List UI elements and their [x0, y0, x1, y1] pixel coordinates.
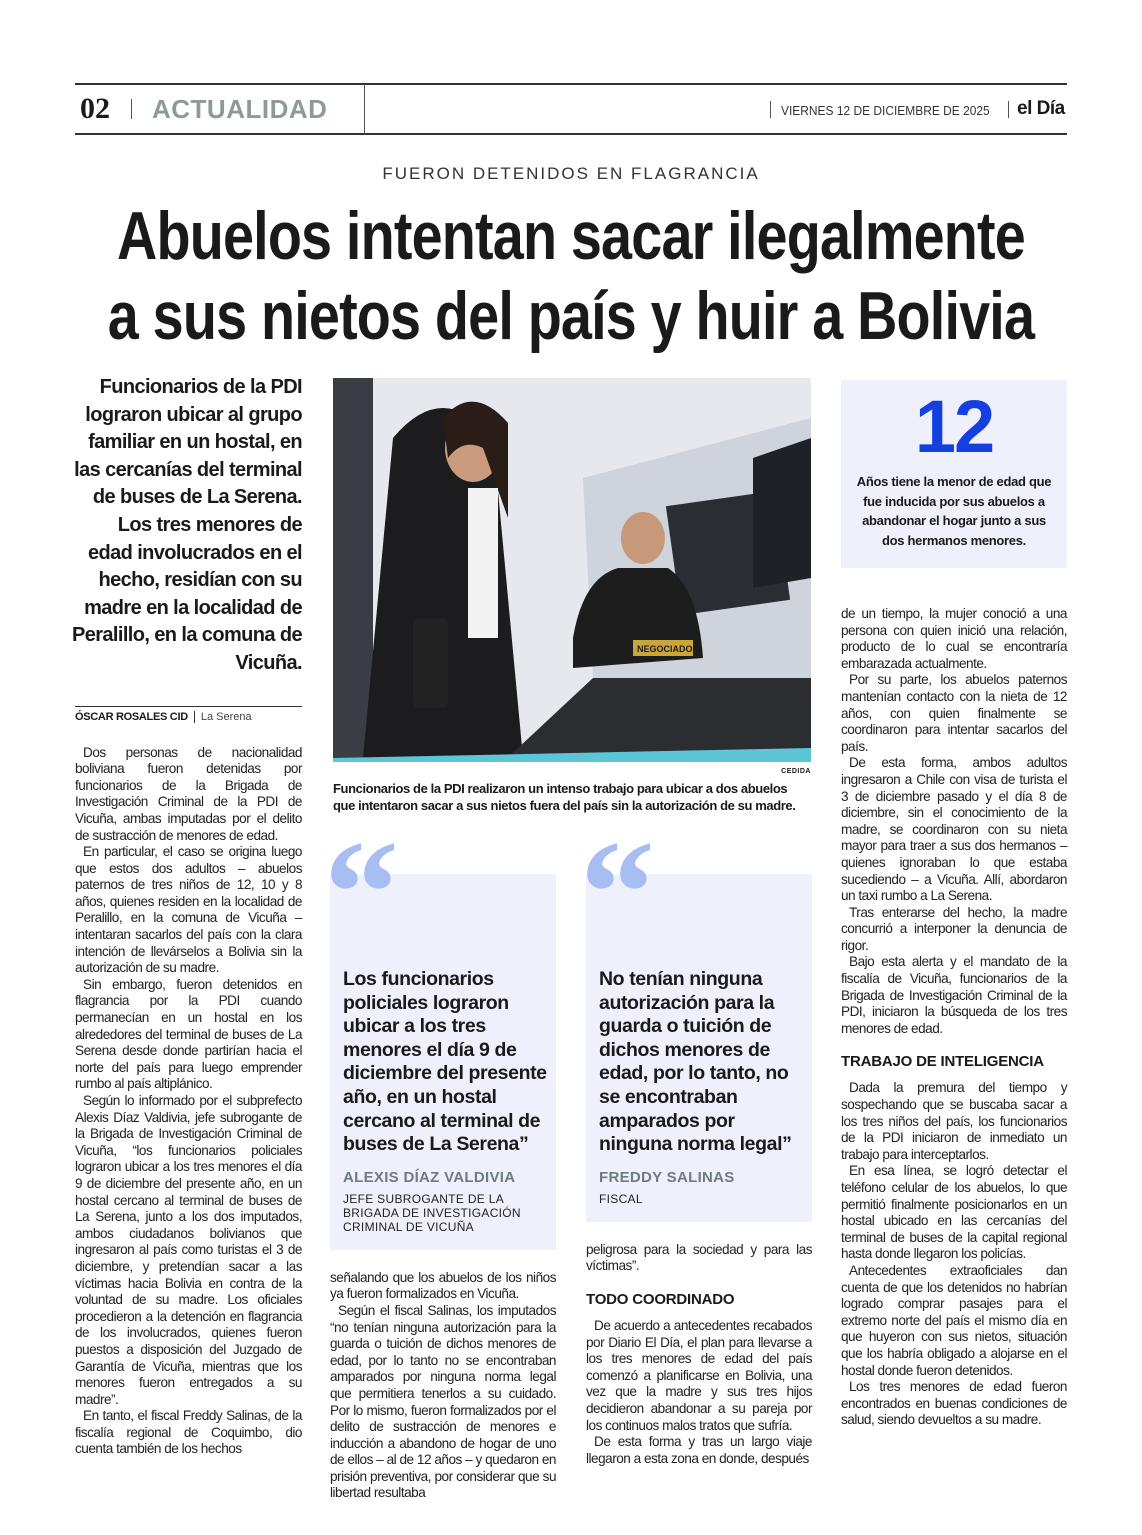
divider [770, 101, 771, 118]
paragraph: de un tiempo, la mujer conoció a una persona con quien inició una relación, producto de lo cual se encontraría embarazada actualmente. [841, 606, 1067, 671]
paragraph: Según el fiscal Salinas, los imputados “no tenían ninguna autorización para la guarda o tuición de dichos menores de edad, por lo tanto no se encontraban amparados por ninguna norma legal que permitiera tenerlos a su cuidado. Por lo mismo, fueron formalizados por el delito de sustracción de menores e inducción a abandono de hogar de uno de ellos – al de 12 años – y quedaron en prisión preventiva, por considerar que su libertad resultaba [330, 1302, 556, 1501]
paragraph: En esa línea, se logró detectar el teléfono celular de los abuelos, lo que permitió finalmente posicionarlos en un hostal ubicado en las cercanías del terminal de buses de la capital regional hasta donde llegaron los policías. [841, 1163, 1067, 1262]
news-photo [333, 378, 811, 762]
header-top-rule [75, 83, 1067, 85]
header-bottom-rule [75, 133, 1067, 135]
subheading: TODO COORDINADO [586, 1290, 735, 1308]
middle-area [324, 781, 812, 1502]
middle-columns [324, 810, 812, 1502]
body-column-1 [75, 745, 302, 1459]
pull-quote-2 [580, 810, 812, 1222]
paragraph: Bajo esta alerta y el mandato de la fiscalía de Vicuña, funcionarios de la Brigada de Investigación Criminal de la PDI, iniciaron la búsqueda de los tres menores de edad. [841, 954, 1067, 1036]
page-number: 02 [80, 92, 110, 125]
quote-author: ALEXIS DÍAZ VALDIVIA [343, 1168, 516, 1186]
stat-text: Años tiene la menor de edad que fue inducida por sus abuelos a abandonar el hogar junto a sus dos hermanos menores. [856, 474, 1052, 548]
paragraph: En particular, el caso se origina luego que estos dos adultos – abuelos paternos de tres niños de 12, 10 y 8 años, quienes residen en la localidad de Peralillo, en la comuna de Vicuña – intentaran sacarlos del país con la clara intención de llevárselos a Bolivia sin la autorización de su madre. [75, 844, 302, 976]
quote-author-role: FISCAL [599, 1191, 643, 1206]
body-column-3 [586, 1242, 812, 1275]
quote-text: No tenían ninguna autorización para la guarda o tuición de dichos menores de edad, por lo tanto, no se encontraban amparados por ninguna norma legal” [599, 968, 792, 1156]
middle-column-left [324, 810, 556, 1502]
section-title: ACTUALIDAD [152, 94, 328, 124]
paragraph: Dada la premura del tiempo y sospechando que se buscaba sacar a los tres niños del país, los funcionarios de la PDI iniciaron de inmediato un trabajo para interceptarlos. [841, 1080, 1067, 1162]
kicker: FUERON DETENIDOS EN FLAGRANCIA [382, 164, 760, 183]
paragraph: Sin embargo, fueron detenidos en flagrancia por la PDI cuando permanecían en un hostal en los alrededores del terminal de buses de La Serena desde donde partirían hacia el norte del país para luego emprender rumbo al país altiplánico. [75, 976, 302, 1092]
photo-caption: Funcionarios de la PDI realizaron un intenso trabajo para ubicar a dos abuelos que intentaron sacar a sus nietos fuera del país sin la autorización de su madre. [333, 781, 796, 813]
paragraph: peligrosa para la sociedad y para las víctimas”. [586, 1241, 812, 1274]
paragraph: Tras enterarse del hecho, la madre concurrió a interponer la denuncia de rigor. [841, 904, 1067, 953]
body-column-4b [841, 1080, 1067, 1428]
headline [0, 196, 1142, 356]
paragraph: Dos personas de nacionalidad boliviana fueron detenidas por funcionarios de la Brigada de Investigación Criminal de la PDI de Vicuña, ambas imputadas por el delito de sustracción de menores de edad. [75, 744, 302, 843]
right-column [841, 380, 1067, 1429]
location: La Serena [194, 711, 252, 723]
headline-line: a sus nietos del país y huir a Bolivia [107, 278, 1035, 354]
vest-label: NEGOCIADOR [637, 644, 700, 654]
body-column-3b [586, 1318, 812, 1467]
stat-number: 12 [914, 385, 994, 468]
paragraph: Por su parte, los abuelos paternos mantenían contacto con la nieta de 12 años, con quien finalmente se coordinaron para intentar sacarlos del país. [841, 672, 1067, 754]
lede: Funcionarios de la PDI lograron ubicar al grupo familiar en un hostal, en las cercanías del terminal de buses de La Serena. Los tres menores de edad involucrados en el hecho, residían con su madre en la localidad de Peralillo, en la comuna de Vicuña. [71, 376, 302, 674]
issue-date: VIERNES 12 DE DICIEMBRE DE 2025 [781, 103, 990, 118]
paragraph: Antecedentes extraoficiales dan cuenta de que los detenidos no habrían logrado comprar pasajes para el extremo norte del país el mismo día en que huyeron con sus nietos, situación que los habría obligado a alojarse en el hostal donde fueron detenidos. [841, 1262, 1067, 1378]
quote-text: Los funcionarios policiales lograron ubicar a los tres menores el día 9 de diciembre del presente año, en un hostal cercano al terminal de buses de La Serena” [343, 968, 547, 1156]
stat-box [841, 380, 1067, 568]
photo-illustration [333, 378, 811, 762]
paragraph: Los tres menores de edad fueron encontrados en buenas condiciones de salud, siendo devueltos a su madre. [841, 1379, 1067, 1428]
headline-line: Abuelos intentan sacar ilegalmente [117, 198, 1025, 274]
subheading: TRABAJO DE INTELIGENCIA [841, 1053, 1044, 1071]
middle-column-right [580, 810, 812, 1502]
paragraph: señalando que los abuelos de los niños ya fueron formalizados en Vicuña. [330, 1269, 556, 1302]
quote-author: FREDDY SALINAS [599, 1168, 735, 1186]
author: ÓSCAR ROSALES CID [75, 710, 188, 723]
body-column-4 [841, 606, 1067, 1037]
divider [131, 99, 132, 119]
quote-mark-icon: “ [580, 810, 655, 976]
paragraph: En tanto, el fiscal Freddy Salinas, de la fiscalía regional de Coquimbo, dio cuenta también de los hechos [75, 1408, 302, 1457]
left-column [70, 374, 302, 1458]
body-column-2 [330, 1270, 556, 1502]
quote-author-role: JEFE SUBROGANTE DE LA BRIGADA DE INVESTIGACIÓN CRIMINAL DE VICUÑA [343, 1191, 521, 1234]
divider [364, 84, 365, 134]
paragraph: De esta forma, ambos adultos ingresaron a Chile con visa de turista el 3 de diciembre pasado y el día 8 de diciembre, sin el conocimiento de la madre, se coordinaron con su nieta mayor para traer a sus dos hermanos – quienes ignoraban lo que estaba sucediendo – a Vicuña. Allí, abordaron un taxi rumbo a La Serena. [841, 755, 1067, 904]
photo-credit: CEDIDA [781, 768, 811, 775]
paragraph: De acuerdo a antecedentes recabados por Diario El Día, el plan para llevarse a los tres menores de edad del país comenzó a planificarse en Bolivia, una vez que la madre y sus tres hijos decidieron abandonar a su pareja por los continuos malos tratos que sufría. [586, 1317, 812, 1433]
quote-mark-icon: “ [324, 810, 399, 976]
byline [75, 706, 302, 723]
paragraph: De esta forma y tras un largo viaje llegaron a esta zona en donde, después [586, 1434, 812, 1466]
pull-quote-1 [324, 810, 556, 1250]
paragraph: Según lo informado por el subprefecto Alexis Díaz Valdivia, jefe subrogante de la Brigada de Investigación Criminal de Vicuña, “los funcionarios policiales lograron ubicar a los tres menores el día 9 de diciembre del presente año, en un hostal cercano al terminal de buses de La Serena, junto a los dos imputados, ambos ciudadanos bolivianos que ingresaron al país como turistas el 3 de diciembre, y pretendían sacar a las víctimas hacia Bolivia en contra de la voluntad de su madre. Los oficiales procedieron a la detención en flagrancia de los involucrados, quienes fueron puestos a disposición del Juzgado de Garantía de Vicuña, mientras que los menores fueron entregados a su madre”. [75, 1093, 302, 1407]
brand-logo: el Día [1017, 98, 1065, 119]
divider [1008, 101, 1009, 118]
